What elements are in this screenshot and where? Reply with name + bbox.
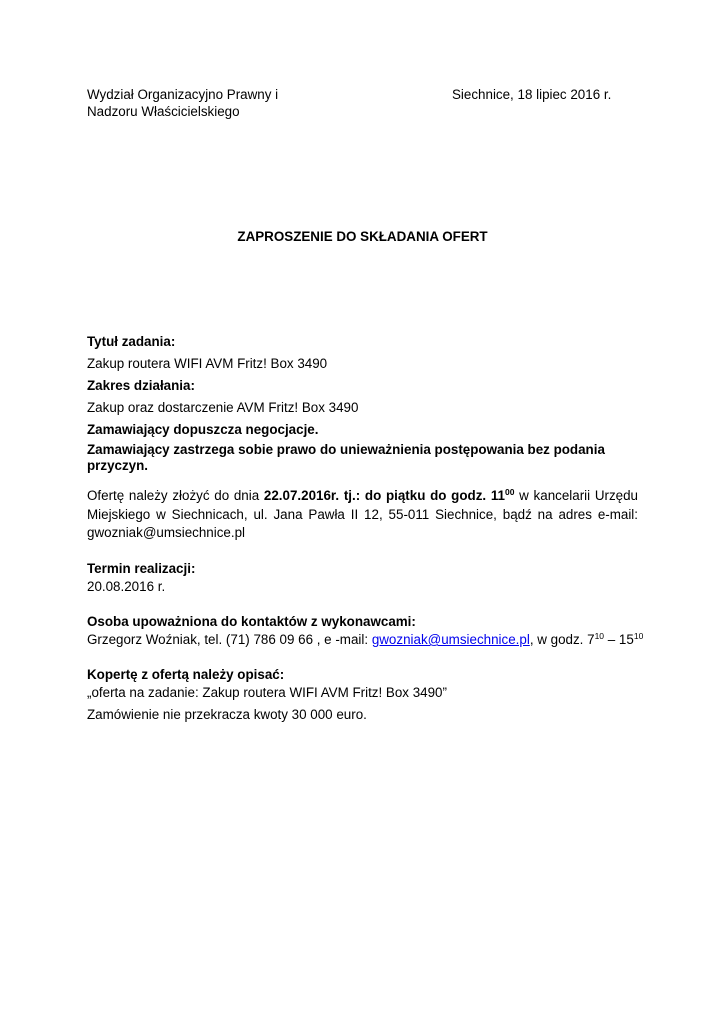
hours-end-sup: 10 xyxy=(633,631,644,641)
contact-label: Osoba upoważniona do kontaktów z wykonawcami: xyxy=(87,614,416,629)
contact-hours-sep: – 15 xyxy=(604,632,634,647)
offer-intro: Ofertę należy złożyć do dnia xyxy=(87,488,264,503)
contact-email-link[interactable]: gwozniak@umsiechnice.pl xyxy=(371,632,530,647)
scope-label: Zakres działania: xyxy=(87,378,195,393)
task-value: Zakup routera WIFI AVM Fritz! Box 3490 xyxy=(87,356,328,371)
contact-hours-prefix: , w godz. 7 xyxy=(529,632,595,647)
footer-note: Zamówienie nie przekracza kwoty 30 000 euro. xyxy=(87,707,367,722)
department-line-2: Nadzoru Właścicielskiego xyxy=(87,104,240,119)
reservation-note: Zamawiający zastrzega sobie prawo do unieważnienia postępowania bez podania przyczyn. xyxy=(87,442,605,473)
offer-rest: w kancelarii Urzędu Miejskiego w Siechnicach, ul. Jana Pawła II 12, 55-011 Siechnice, bądź na adres e-mail: gwozniak@umsiechnice.pl xyxy=(87,488,639,540)
task-label: Tytuł zadania: xyxy=(87,334,176,349)
department-block xyxy=(87,86,278,120)
realization-label: Termin realizacji: xyxy=(87,561,196,576)
place-date: Siechnice, 18 lipiec 2016 r. xyxy=(452,87,612,102)
offer-paragraph xyxy=(87,487,638,543)
envelope-label: Kopertę z ofertą należy opisać: xyxy=(87,667,285,682)
scope-value: Zakup oraz dostarczenie AVM Fritz! Box 3490 xyxy=(87,400,359,415)
realization-value: 20.08.2016 r. xyxy=(87,579,166,594)
offer-deadline-sup: 00 xyxy=(505,487,515,497)
hours-start-sup: 10 xyxy=(594,631,605,641)
document-title: ZAPROSZENIE DO SKŁADANIA OFERT xyxy=(237,229,488,244)
contact-line xyxy=(87,631,643,648)
envelope-value: „oferta na zadanie: Zakup routera WIFI AVM Fritz! Box 3490” xyxy=(87,685,447,700)
department-line-1: Wydział Organizacyjno Prawny i xyxy=(87,87,279,102)
contact-prefix: Grzegorz Woźniak, tel. (71) 786 09 66 , e -mail: xyxy=(87,632,372,647)
offer-deadline: 22.07.2016r. tj.: do piątku do godz. $11^{00}$ xyxy=(263,487,515,503)
negotiation-note: Zamawiający dopuszcza negocjacje. xyxy=(87,422,319,437)
